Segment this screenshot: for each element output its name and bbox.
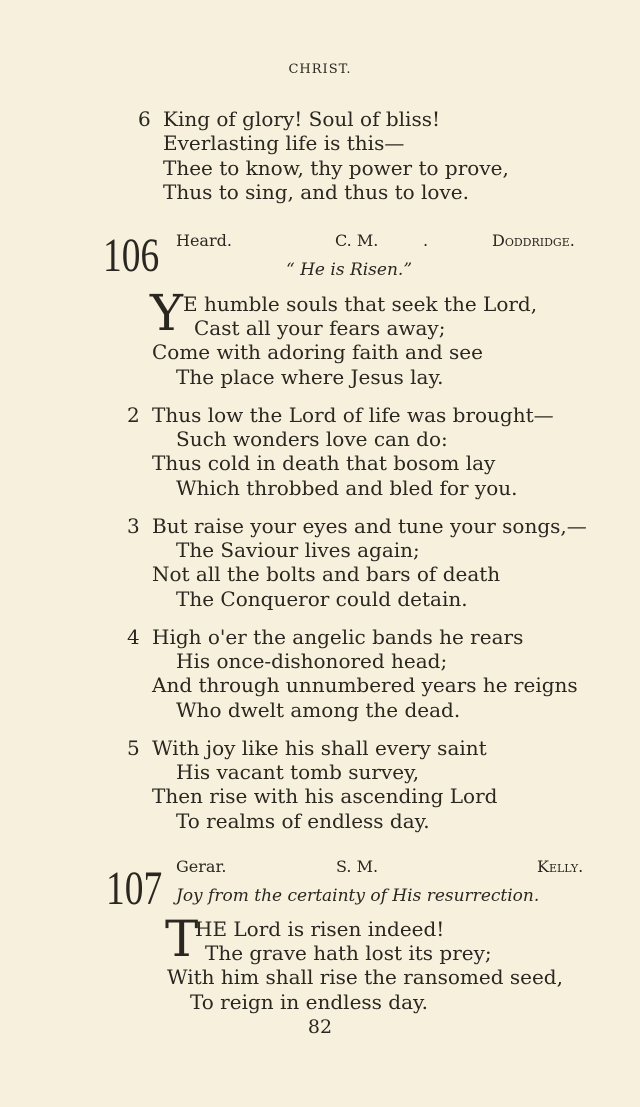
meter: S. M.	[336, 857, 379, 876]
verse-line: High o'er the angelic bands he rears	[152, 625, 524, 649]
author: Doddridge.	[492, 231, 575, 250]
drop-cap: T	[165, 910, 199, 968]
verse-line: Thus cold in death that bosom lay	[152, 451, 496, 475]
verse-line: His once-dishonored head;	[176, 649, 448, 673]
verse-line: King of glory! Soul of bliss!	[163, 107, 441, 131]
verse-line: The place where Jesus lay.	[176, 365, 444, 389]
verse-line: Thus to sing, and thus to love.	[163, 180, 469, 204]
verse-line: His vacant tomb survey,	[176, 760, 420, 784]
verse-line: The Conqueror could detain.	[176, 587, 468, 611]
verse-line: Cast all your fears away;	[194, 316, 446, 340]
verse-line: To reign in endless day.	[190, 990, 429, 1014]
verse-line: With him shall rise the ransomed seed,	[167, 965, 563, 989]
meter: C. M.	[335, 231, 379, 250]
hymn-number: 106	[103, 229, 160, 282]
verse-line: Thus low the Lord of life was brought—	[152, 403, 554, 427]
tune-name: Gerar.	[176, 857, 227, 876]
separator-dot: .	[423, 231, 429, 250]
verse-number: 3	[127, 514, 140, 538]
verse-line: To realms of endless day.	[176, 809, 430, 833]
page-number: 82	[307, 1016, 333, 1038]
verse-line: Everlasting life is this—	[163, 131, 405, 155]
verse-number: 4	[127, 625, 140, 649]
verse-number: 6	[138, 107, 151, 131]
verse-line: The Saviour lives again;	[176, 538, 420, 562]
verse-line: With joy like his shall every saint	[152, 736, 487, 760]
verse-line: Who dwelt among the dead.	[176, 698, 461, 722]
running-header: CHRIST.	[288, 62, 352, 77]
verse-line: And through unnumbered years he reigns	[152, 673, 578, 697]
verse-line: Thee to know, thy power to prove,	[163, 156, 509, 180]
verse-line: E humble souls that seek the Lord,	[183, 292, 538, 316]
hymn-subtitle: “ He is Risen.”	[286, 260, 413, 280]
hymn-number: 107	[106, 862, 163, 915]
verse-line: Not all the bolts and bars of death	[152, 562, 501, 586]
hymn-subtitle: Joy from the certainty of His resurrection.	[176, 886, 540, 906]
verse-line: Come with adoring faith and see	[152, 340, 483, 364]
verse-line: HE Lord is risen indeed!	[195, 917, 445, 941]
verse-line: But raise your eyes and tune your songs,—	[152, 514, 587, 538]
verse-number: 5	[127, 736, 140, 760]
verse-line: Then rise with his ascending Lord	[152, 784, 498, 808]
author: Kelly.	[537, 857, 584, 876]
tune-name: Heard.	[176, 231, 232, 250]
verse-number: 2	[127, 403, 140, 427]
verse-line: Such wonders love can do:	[176, 427, 448, 451]
verse-line: Which throbbed and bled for you.	[176, 476, 518, 500]
verse-line: The grave hath lost its prey;	[205, 941, 492, 965]
drop-cap: Y	[150, 284, 184, 342]
